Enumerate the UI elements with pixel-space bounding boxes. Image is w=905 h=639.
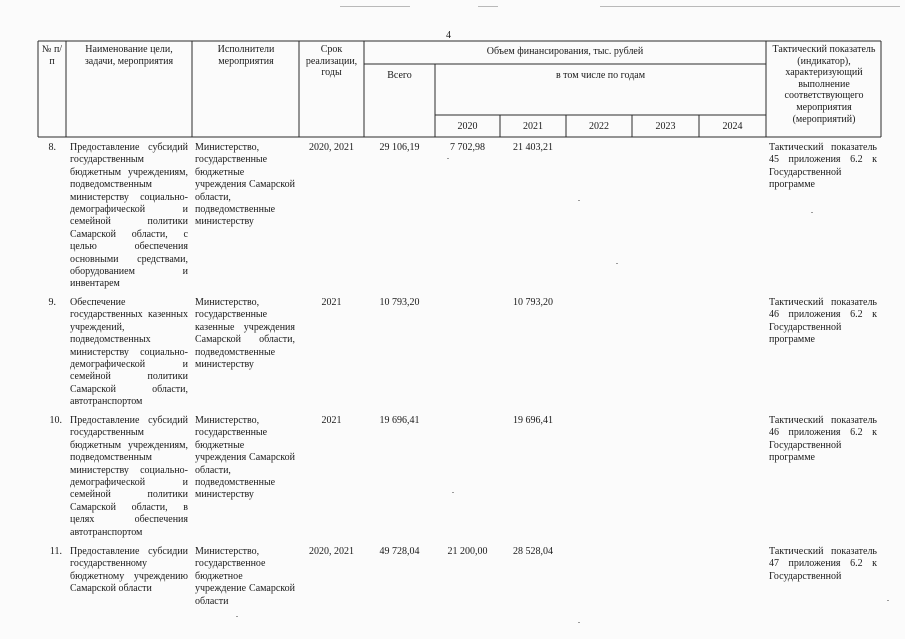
row-total: 10 793,20 — [379, 297, 420, 308]
header-total: Всего — [387, 70, 412, 81]
header-num: № п/п — [41, 44, 63, 67]
row-2021: 10 793,20 — [513, 297, 553, 308]
row-2020: 7 702,98 — [450, 142, 485, 153]
row-indicator: Тактический показатель 46 приложения 6.2 к Государственной программе — [769, 415, 877, 464]
scan-speck — [616, 263, 618, 264]
row-total: 29 106,19 — [379, 142, 420, 153]
row-2021: 19 696,41 — [513, 415, 553, 426]
row-total: 49 728,04 — [379, 546, 420, 557]
row-num: 8. — [48, 142, 56, 153]
row-name: Предоставление субсидий государственным бюджетным учреждениям, подведомственным министерству социально-демографической и семейной политики Самарской области, с целью обеспечения основными средствами, оборудованием и инвентарем — [70, 142, 188, 290]
row-name: Предоставление субсидий государственным бюджетным учреждениям, подведомственным министерству социально-демографической и семейной политики Самарской области, в целях обеспечения автотранспортом — [70, 415, 188, 538]
row-2021: 21 403,21 — [513, 142, 553, 153]
scan-speck — [811, 212, 813, 213]
header-volume: Объем финансирования, тыс. рублей — [486, 46, 644, 57]
row-term: 2021 — [321, 297, 342, 308]
scan-speck — [447, 158, 449, 159]
scan-artifact-line — [600, 6, 900, 7]
scan-speck — [452, 492, 454, 493]
header-year-2020: 2020 — [457, 121, 478, 132]
row-executors: Министерство, государственное бюджетное учреждение Самарской области — [195, 546, 295, 607]
header-term: Срок реализации, годы — [305, 44, 358, 79]
header-year-2023: 2023 — [655, 121, 676, 132]
page-number: 4 — [446, 30, 451, 41]
scan-speck — [578, 200, 580, 201]
header-executors: Исполнители мероприятия — [217, 44, 275, 67]
scan-speck — [578, 622, 580, 623]
header-by-years: в том числе по годам — [555, 70, 646, 81]
row-indicator: Тактический показатель 45 приложения 6.2 к Государственной программе — [769, 142, 877, 191]
row-total: 19 696,41 — [379, 415, 420, 426]
header-year-2021: 2021 — [523, 121, 543, 132]
row-executors: Министерство, государственные бюджетные учреждения Самарской области, подведомственные министерству — [195, 142, 295, 228]
row-indicator: Тактический показатель 47 приложения 6.2 к Государственной — [769, 546, 877, 582]
header-name: Наименование цели, задачи, мероприятия — [84, 44, 174, 67]
row-2020: 21 200,00 — [447, 546, 488, 557]
scan-artifact-line — [340, 6, 410, 7]
row-2021: 28 528,04 — [513, 546, 553, 557]
row-term: 2020, 2021 — [309, 142, 354, 153]
header-year-2024: 2024 — [722, 121, 743, 132]
scan-speck — [236, 616, 238, 617]
header-year-2022: 2022 — [589, 121, 609, 132]
row-term: 2020, 2021 — [309, 546, 354, 557]
row-executors: Министерство, государственные бюджетные учреждения Самарской области, подведомственные министерству — [195, 415, 295, 501]
row-indicator: Тактический показатель 46 приложения 6.2 к Государственной программе — [769, 297, 877, 346]
row-name: Обеспечение государственных казенных учреждений, подведомственных министерству социально-демографической и семейной политики Самарской области, автотранспортом — [70, 297, 188, 408]
row-num: 11. — [49, 546, 62, 557]
row-term: 2021 — [321, 415, 342, 426]
row-num: 10. — [49, 415, 62, 426]
scan-speck — [887, 600, 889, 601]
scan-artifact-line — [478, 6, 498, 7]
row-name: Предоставление субсидии государственному бюджетному учреждению Самарской области — [70, 546, 188, 595]
row-executors: Министерство, государственные казенные учреждения Самарской области, подведомственные министерству — [195, 297, 295, 371]
header-indicator: Тактический показатель (индикатор), характеризующий выполнение соответствующего мероприятия (мероприятий) — [772, 44, 876, 125]
row-num: 9. — [48, 297, 56, 308]
